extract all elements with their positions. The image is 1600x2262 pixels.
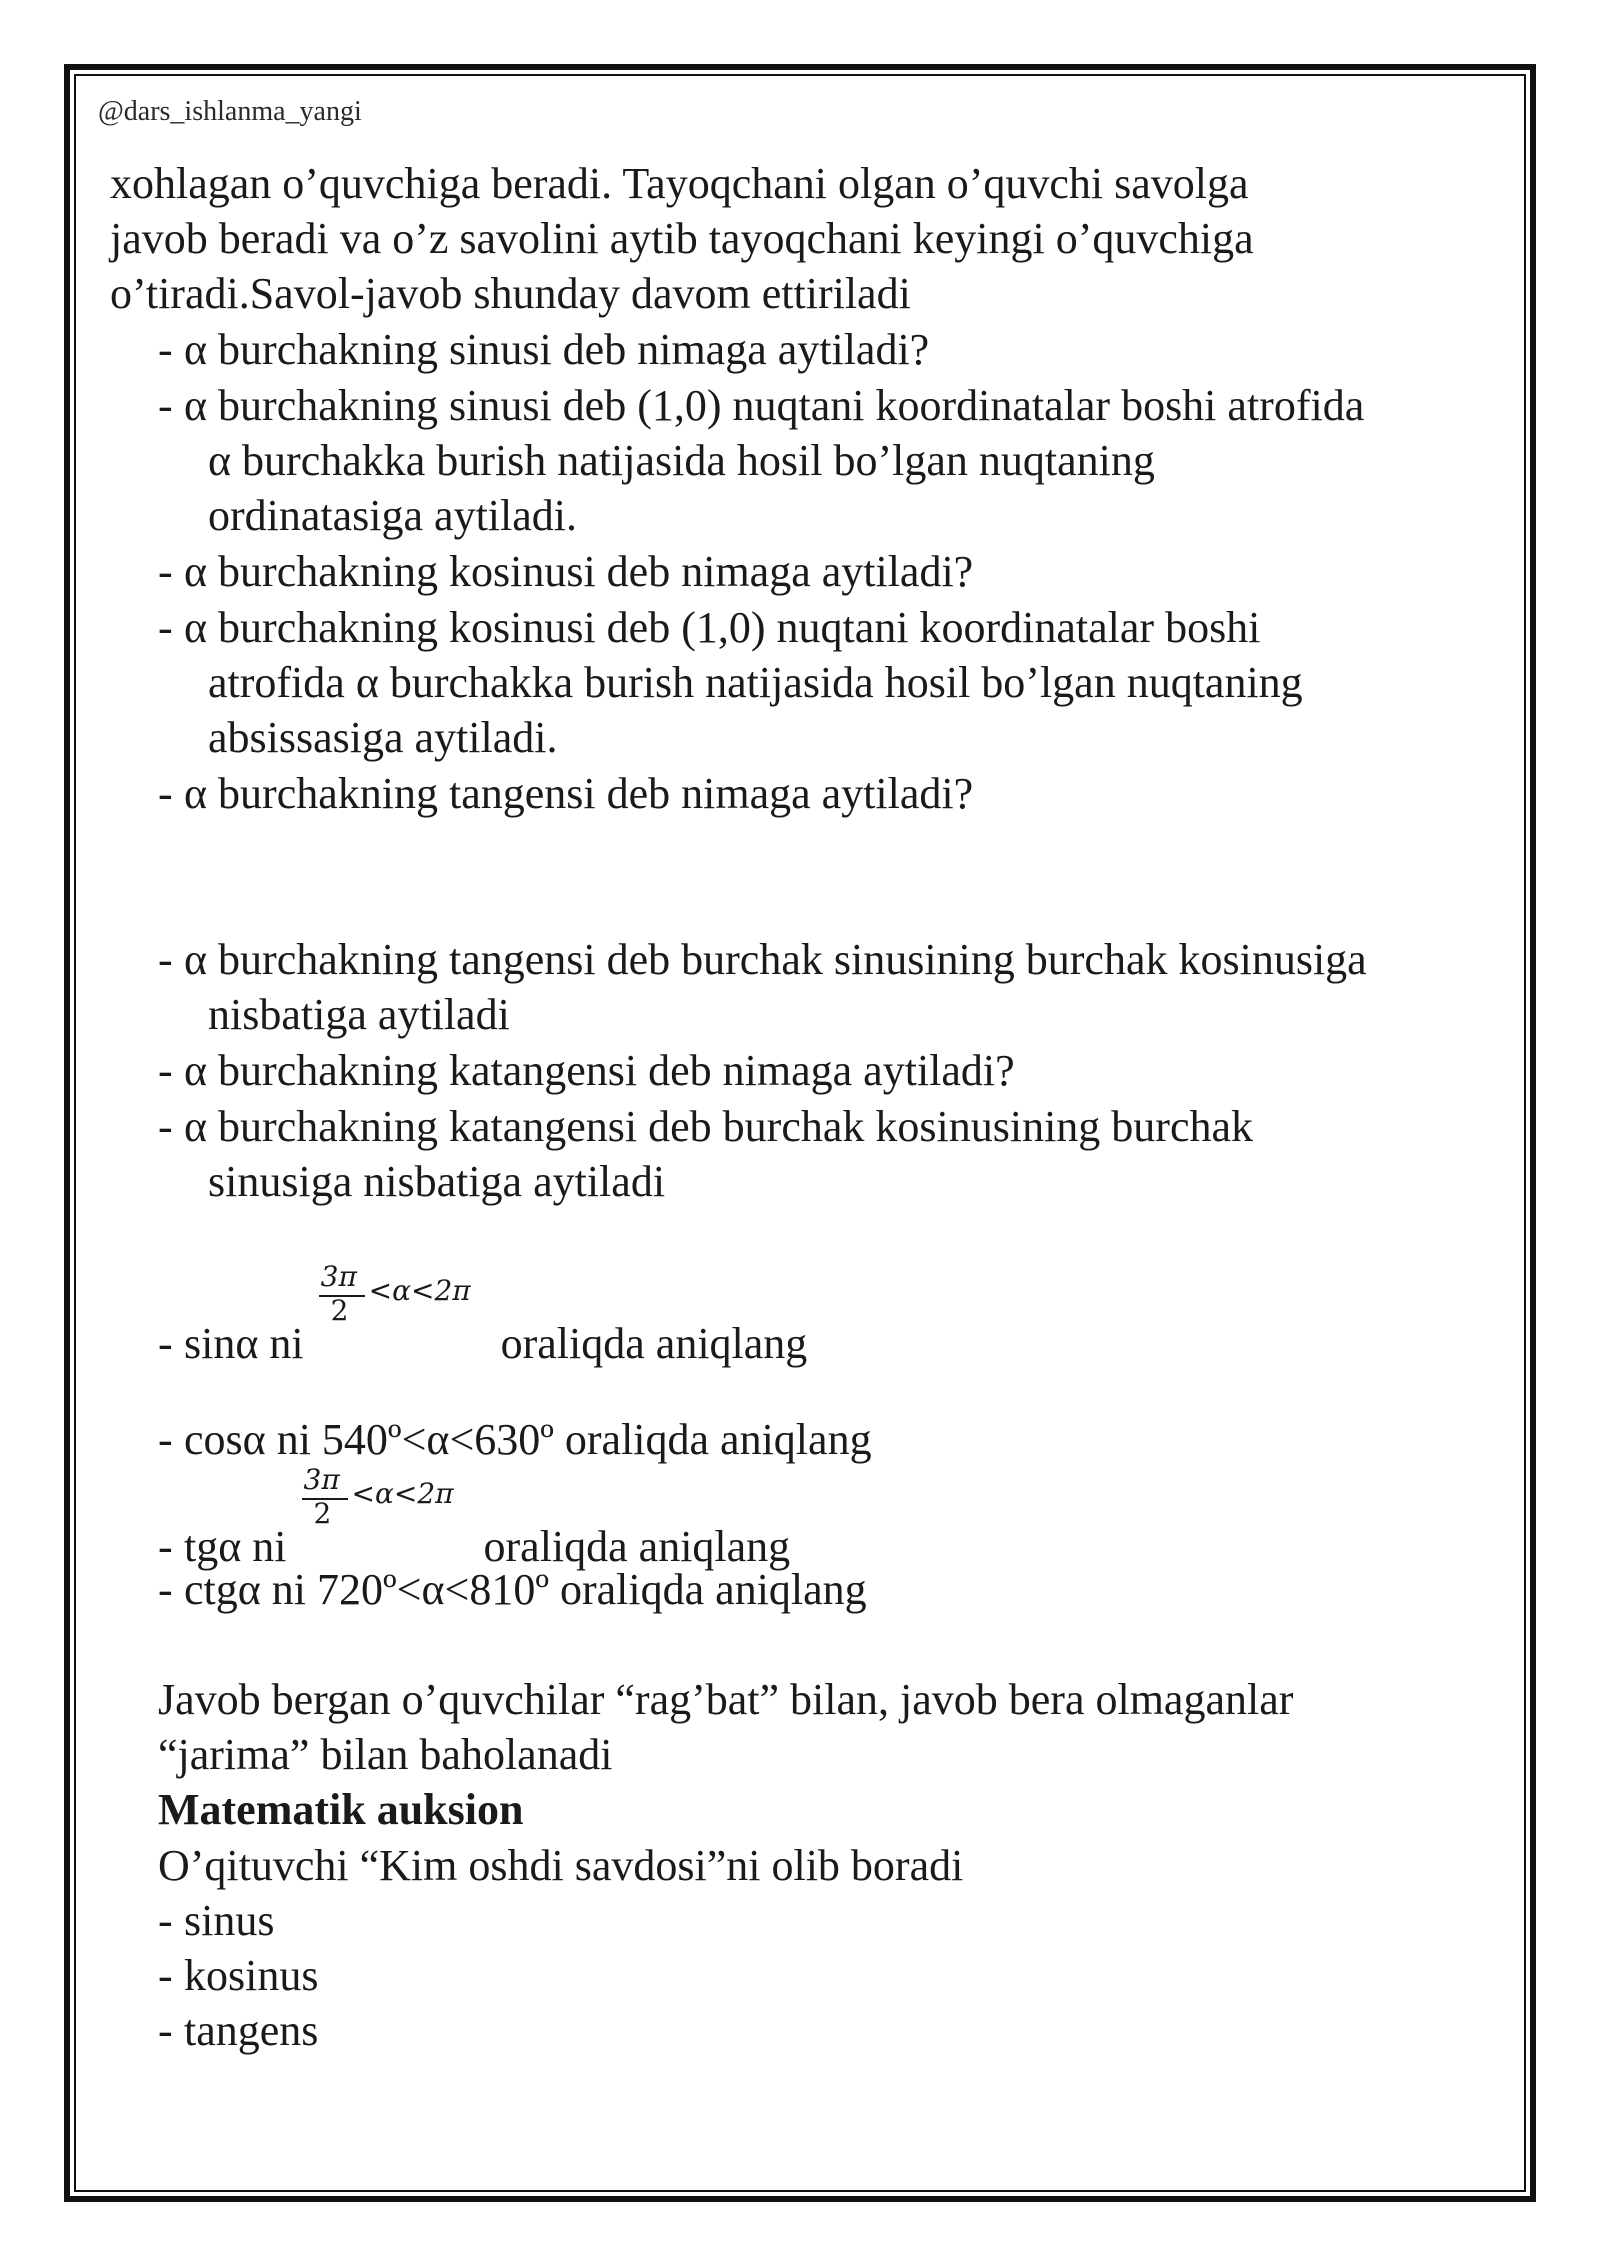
- inequality-text: <α<2π: [351, 1477, 454, 1510]
- task-ctg: [158, 1562, 867, 1618]
- list-item: [158, 544, 973, 600]
- dash-bullet: -: [158, 1951, 173, 2000]
- intro-line: xohlagan o’quvchiga beradi. Tayoqchani olgan o’quvchi savolga: [110, 159, 1249, 208]
- dash-bullet: -: [158, 1102, 173, 1151]
- answer-continuation: ordinatasiga aytiladi.: [208, 491, 577, 540]
- answer-text: α burchakning kosinusi deb (1,0) nuqtani koordinatalar boshi: [184, 603, 1261, 652]
- answer-continuation: sinusiga nisbatiga aytiladi: [208, 1157, 666, 1206]
- fraction-numerator: 3π: [303, 1463, 340, 1496]
- list-item: [158, 378, 1364, 434]
- watermark: @dars_ishlanma_yangi: [98, 96, 362, 127]
- dash-bullet: -: [158, 1565, 173, 1614]
- answer-continuation: nisbatiga aytiladi: [208, 990, 510, 1039]
- intro-line: o’tiradi.Savol-javob shunday davom ettiriladi: [110, 269, 911, 318]
- fraction-formula: [300, 1463, 476, 1561]
- task-text: cosα ni 540º<α<630º oraliqda aniqlang: [184, 1415, 872, 1464]
- intro-line: javob beradi va o’z savolini aytib tayoqchani keyingi o’quvchiga: [110, 214, 1254, 263]
- task-text: oraliqda aniqlang: [500, 1319, 808, 1368]
- dash-bullet: -: [158, 935, 173, 984]
- term-text: kosinus: [184, 1951, 319, 2000]
- task-text: sinα ni: [184, 1319, 304, 1368]
- fraction-denominator: 2: [330, 1294, 349, 1327]
- term-text: sinus: [184, 1896, 275, 1945]
- answer-continuation: absissasiga aytiladi.: [208, 713, 558, 762]
- inequality-text: <α<2π: [368, 1274, 471, 1307]
- task-text: tgα ni: [184, 1522, 287, 1571]
- dash-bullet: -: [158, 325, 173, 374]
- dash-bullet: -: [158, 547, 173, 596]
- list-item: [158, 1948, 318, 2004]
- task-sin: [158, 1260, 808, 1372]
- dash-bullet: -: [158, 1896, 173, 1945]
- question-text: α burchakning sinusi deb nimaga aytiladi?: [184, 325, 930, 374]
- fraction-numerator: 3π: [320, 1260, 357, 1293]
- section-heading: Matematik auksion: [158, 1785, 524, 1834]
- question-text: α burchakning kosinusi deb nimaga aytiladi?: [184, 547, 974, 596]
- dash-bullet: -: [158, 603, 173, 652]
- task-cos: [158, 1412, 872, 1468]
- dash-bullet: -: [158, 1319, 173, 1368]
- list-item: [158, 1099, 1253, 1155]
- answer-continuation: atrofida α burchakka burish natijasida hosil bo’lgan nuqtaning: [208, 658, 1303, 707]
- closing-line: Javob bergan o’quvchilar “rag’bat” bilan, javob bera olmaganlar: [158, 1675, 1294, 1724]
- task-text: ctgα ni 720º<α<810º oraliqda aniqlang: [184, 1565, 867, 1614]
- question-text: α burchakning katangensi deb nimaga aytiladi?: [184, 1046, 1015, 1095]
- fraction-formula: [317, 1260, 493, 1358]
- answer-continuation: α burchakka burish natijasida hosil bo’lgan nuqtaning: [208, 436, 1155, 485]
- section-intro: O’qituvchi “Kim oshdi savdosi”ni olib boradi: [158, 1841, 964, 1890]
- answer-text: α burchakning katangensi deb burchak kosinusining burchak: [184, 1102, 1254, 1151]
- list-item: [158, 1043, 1015, 1099]
- answer-text: α burchakning sinusi deb (1,0) nuqtani koordinatalar boshi atrofida: [184, 381, 1365, 430]
- answer-text: α burchakning tangensi deb burchak sinusining burchak kosinusiga: [184, 935, 1367, 984]
- term-text: tangens: [184, 2006, 319, 2055]
- fraction-denominator: 2: [313, 1497, 332, 1530]
- dash-bullet: -: [158, 1522, 173, 1571]
- list-item: [158, 2003, 318, 2059]
- list-item: [158, 322, 929, 378]
- list-item: [158, 766, 973, 822]
- list-item: [158, 932, 1367, 988]
- dash-bullet: -: [158, 1415, 173, 1464]
- dash-bullet: -: [158, 2006, 173, 2055]
- closing-line: “jarima” bilan baholanadi: [158, 1730, 613, 1779]
- question-text: α burchakning tangensi deb nimaga aytiladi?: [184, 769, 974, 818]
- task-text: oraliqda aniqlang: [483, 1522, 791, 1571]
- list-item: [158, 600, 1260, 656]
- list-item: [158, 1893, 274, 1949]
- dash-bullet: -: [158, 381, 173, 430]
- dash-bullet: -: [158, 769, 173, 818]
- dash-bullet: -: [158, 1046, 173, 1095]
